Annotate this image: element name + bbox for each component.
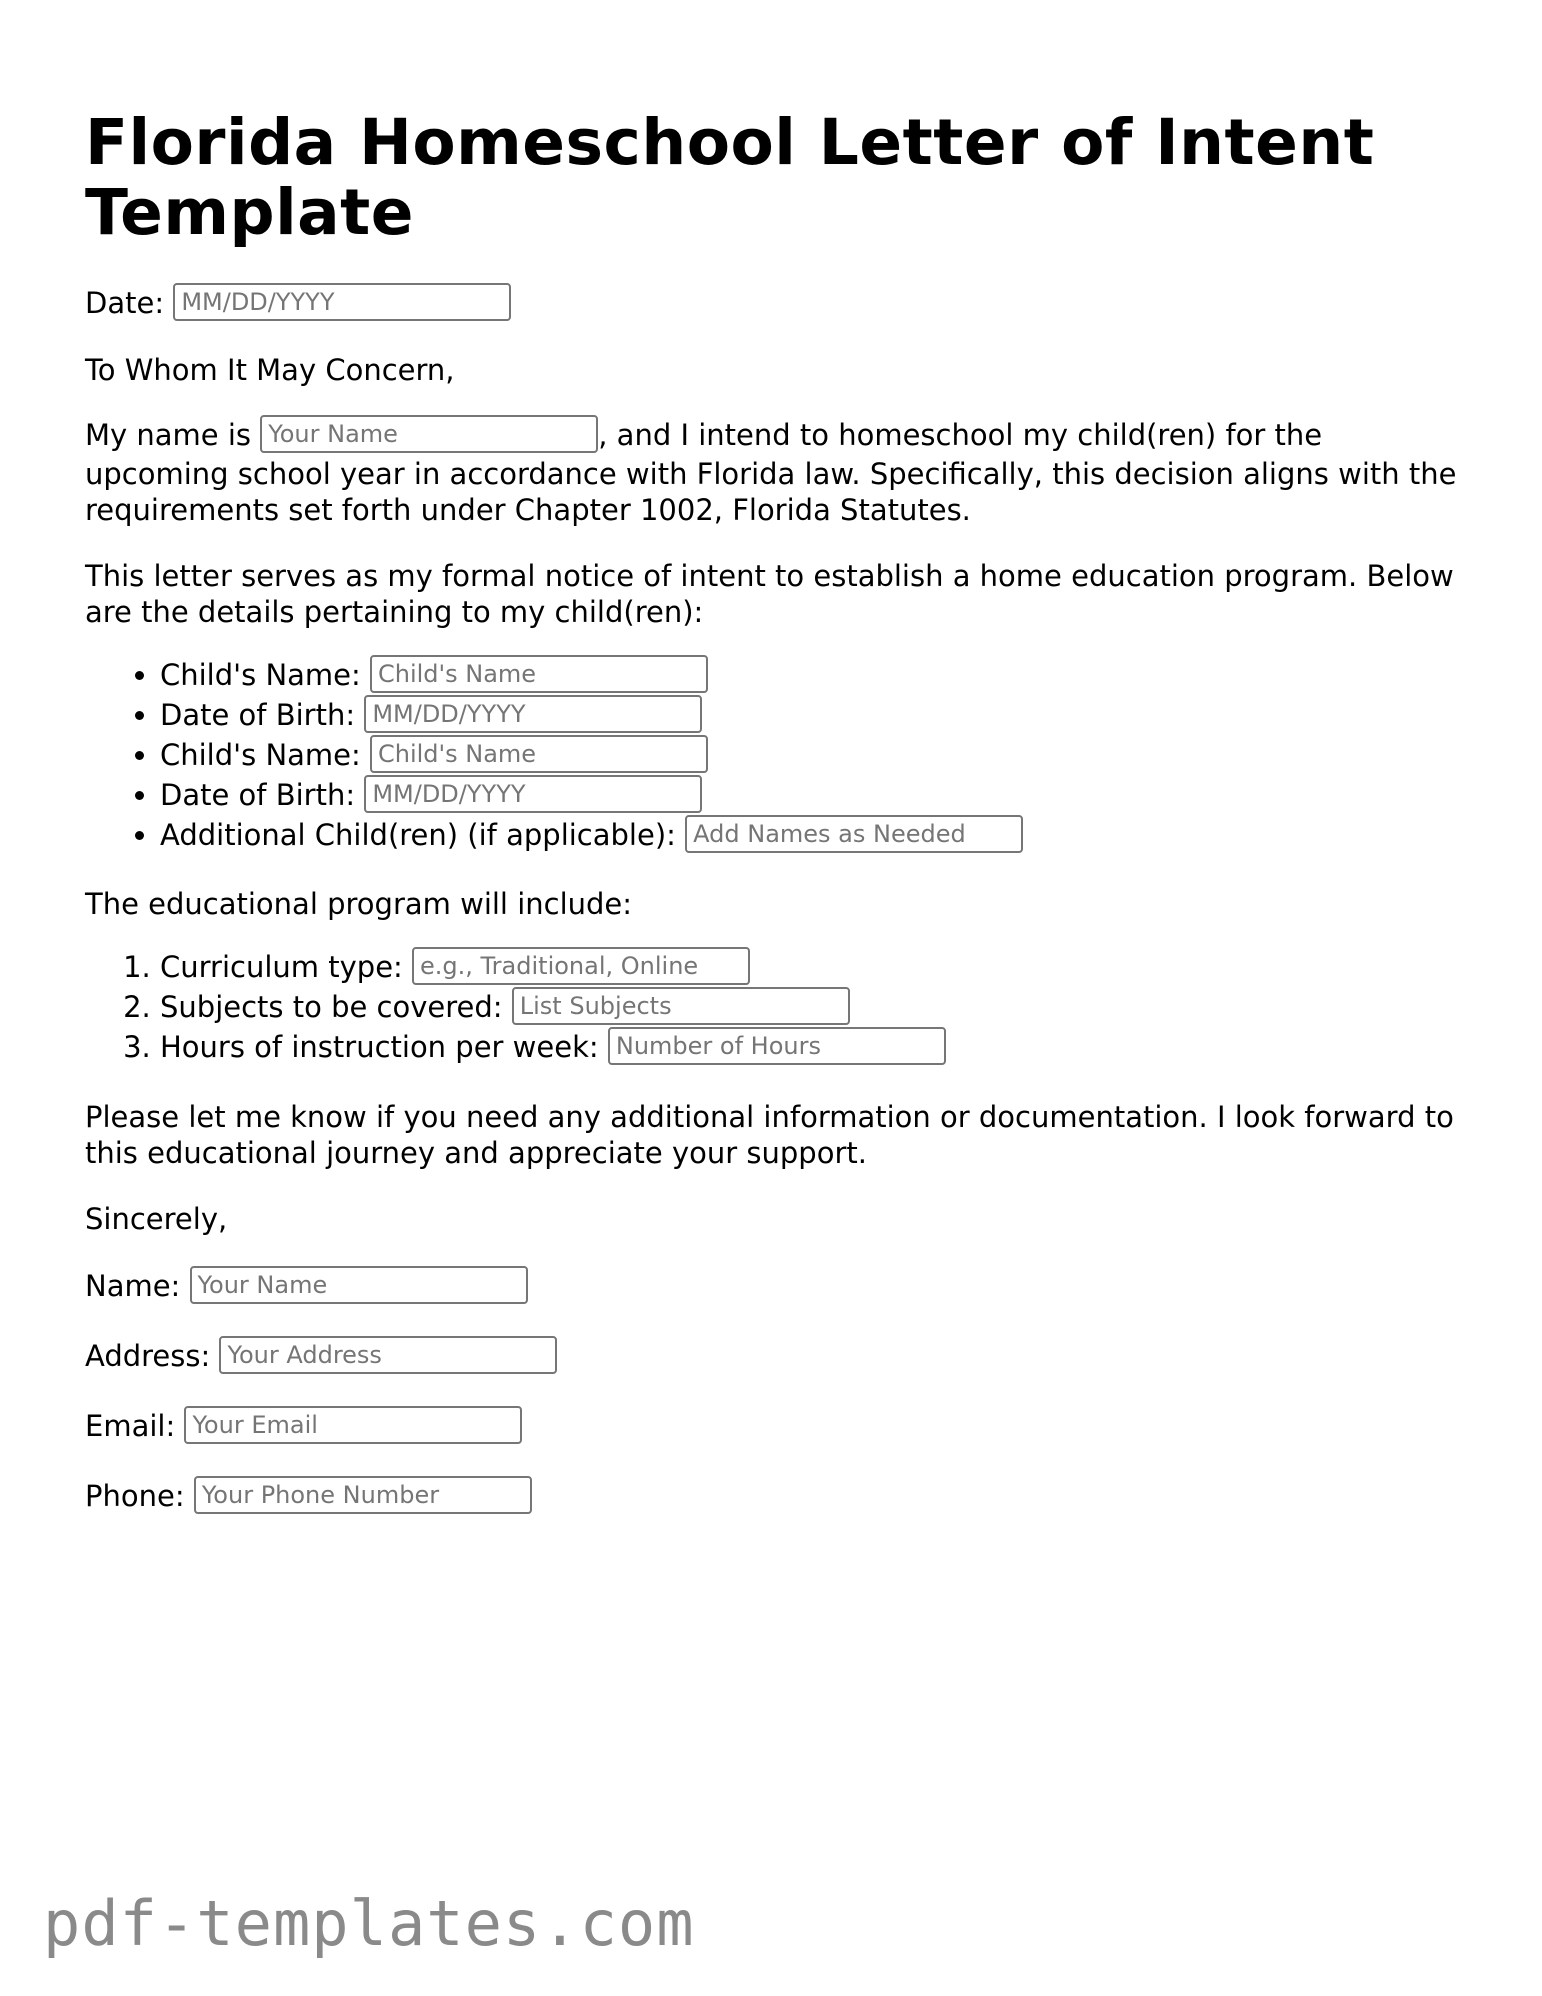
date-of-birth-field[interactable]: MM/DD/YYYY [364, 695, 702, 733]
signature-email-field[interactable]: Your Email [184, 1406, 522, 1444]
child-name-field[interactable]: Child's Name [370, 655, 708, 693]
list-item [160, 696, 1465, 736]
date-label: Date: [85, 286, 165, 320]
list-item [160, 736, 1465, 776]
date-of-birth-label: Date of Birth: [160, 698, 356, 732]
intro-name-field[interactable]: Your Name [260, 415, 598, 453]
children-list [85, 656, 1465, 856]
signature-phone-label: Phone: [85, 1479, 185, 1513]
sincerely: Sincerely, [85, 1202, 228, 1236]
hours-label: Hours of instruction per week: [160, 1030, 599, 1064]
child-name-label: Child's Name: [160, 658, 361, 692]
notice-paragraph: This letter serves as my formal notice of intent to establish a home education program. Below are the details pertaining to my child(ren): [85, 559, 1454, 629]
date-field[interactable]: MM/DD/YYYY [173, 283, 511, 321]
subjects-label: Subjects to be covered: [160, 990, 503, 1024]
intro-after: , and I intend to homeschool my child(ren) for the upcoming school year in accordance with Florida law. Specifically, this decision aligns with the requirements set forth under Chapter 1002, Florida Statutes. [85, 418, 1457, 527]
signature-email-line [85, 1408, 1465, 1447]
list-item [160, 1028, 1465, 1068]
program-list [85, 948, 1465, 1068]
list-item [160, 656, 1465, 696]
signature-name-label: Name: [85, 1269, 181, 1303]
curriculum-type-field[interactable]: e.g., Traditional, Online [412, 947, 750, 985]
curriculum-type-label: Curriculum type: [160, 950, 403, 984]
list-item [160, 948, 1465, 988]
child-name-field[interactable]: Child's Name [370, 735, 708, 773]
additional-children-field[interactable]: Add Names as Needed [685, 815, 1023, 853]
signature-address-field[interactable]: Your Address [219, 1336, 557, 1374]
signature-email-label: Email: [85, 1409, 176, 1443]
date-of-birth-label: Date of Birth: [160, 778, 356, 812]
signature-name-line [85, 1268, 1465, 1307]
signature-name-field[interactable]: Your Name [190, 1266, 528, 1304]
signature-phone-field[interactable]: Your Phone Number [194, 1476, 532, 1514]
hours-field[interactable]: Number of Hours [608, 1027, 946, 1065]
watermark: pdf-templates.com [43, 1887, 695, 1960]
intro-before: My name is [85, 418, 252, 452]
list-item [160, 776, 1465, 816]
closing-paragraph: Please let me know if you need any additional information or documentation. I look forward to this educational journey and appreciate your support. [85, 1100, 1454, 1170]
date-of-birth-field[interactable]: MM/DD/YYYY [364, 775, 702, 813]
subjects-field[interactable]: List Subjects [512, 987, 850, 1025]
letter-document [85, 0, 1465, 1517]
program-intro: The educational program will include: [85, 887, 633, 921]
signature-phone-line [85, 1478, 1465, 1517]
signature-address-line [85, 1338, 1465, 1377]
greeting: To Whom It May Concern, [85, 353, 455, 387]
list-item [160, 988, 1465, 1028]
child-name-label: Child's Name: [160, 738, 361, 772]
date-line [85, 285, 1465, 324]
list-item [160, 816, 1465, 856]
signature-address-label: Address: [85, 1339, 211, 1373]
page-title: Florida Homeschool Letter of Intent Template [85, 106, 1375, 249]
additional-children-label: Additional Child(ren) (if applicable): [160, 818, 676, 852]
intro-paragraph [85, 417, 1465, 528]
